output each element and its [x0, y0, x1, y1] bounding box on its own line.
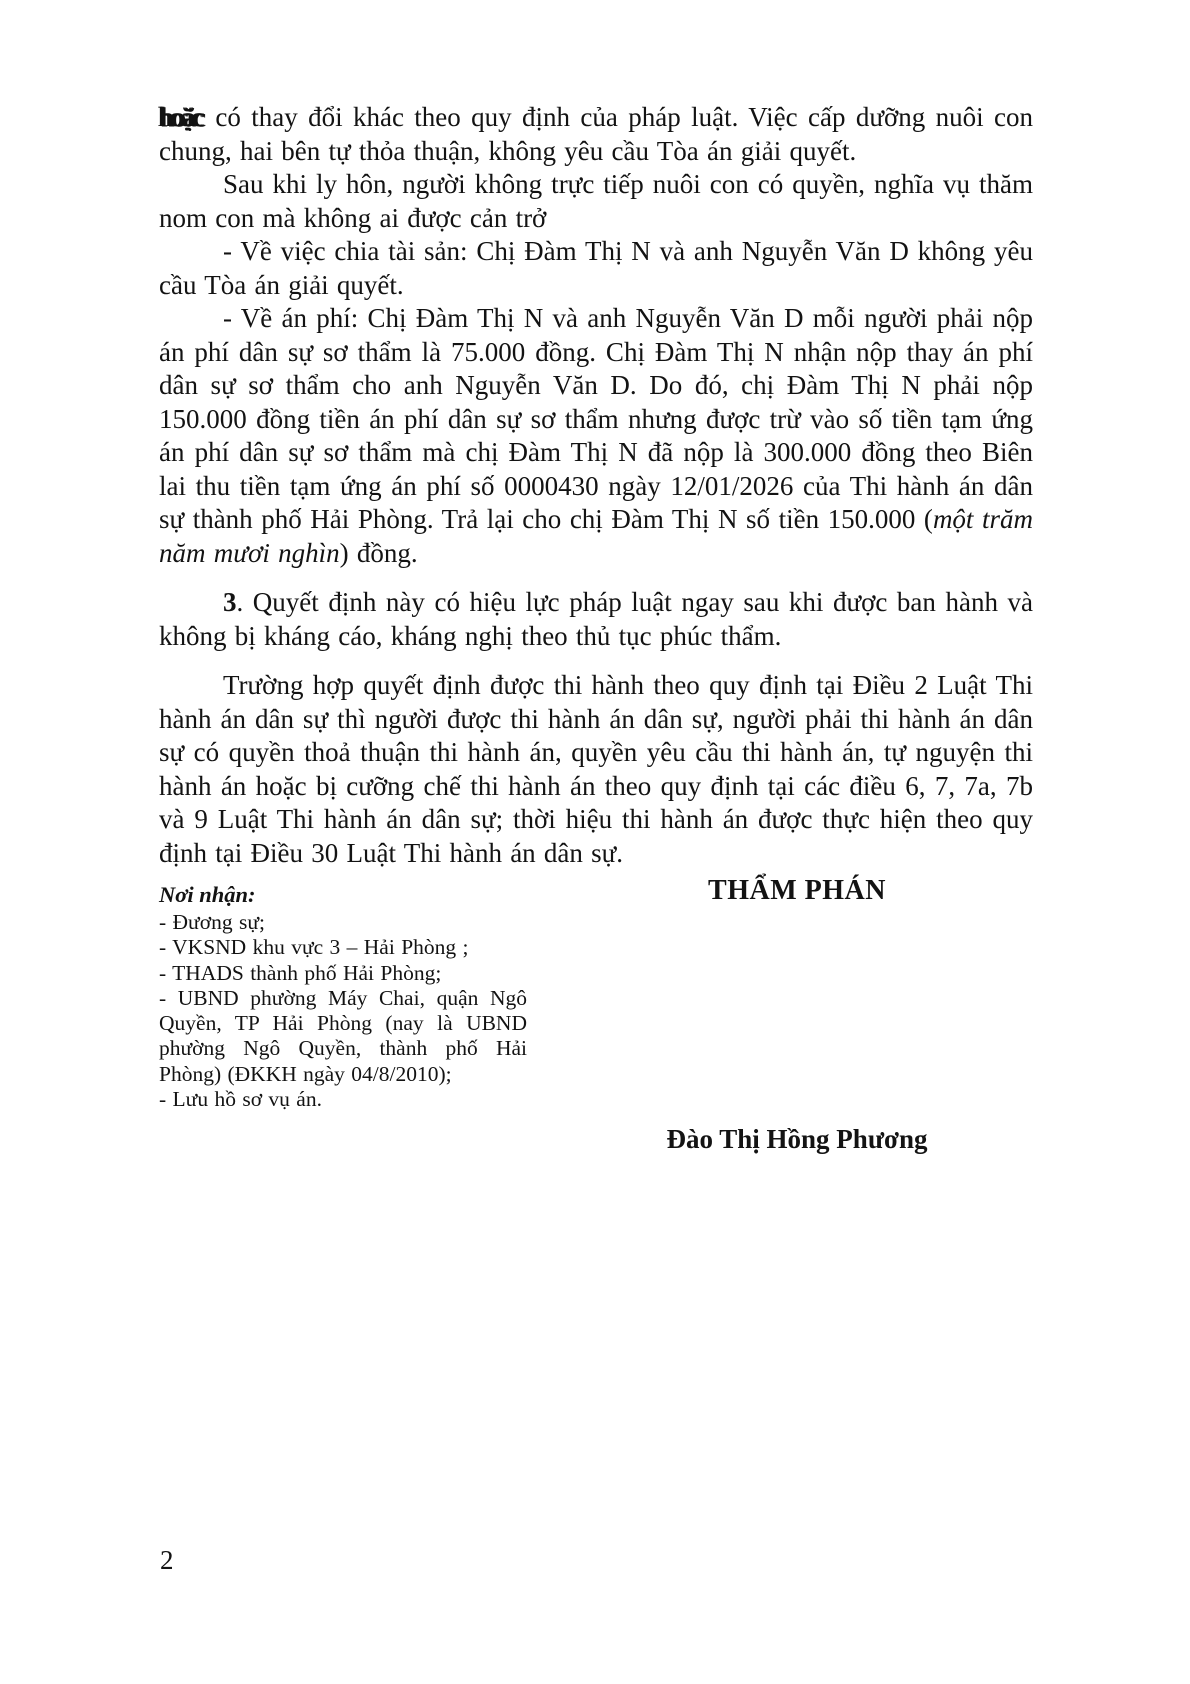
- recipient-item: - UBND phường Máy Chai, quận Ngô Quyền, TP Hải Phòng (nay là UBND phường Ngô Quyền, thành phố Hải Phòng) (ĐKKH ngày 04/8/2010);: [159, 985, 527, 1086]
- paragraph: [159, 235, 1033, 302]
- signature-block: [560, 874, 1034, 1156]
- recipients-block: [159, 880, 527, 1112]
- page-number: 2: [160, 1545, 174, 1575]
- recipients-title: Nơi nhận:: [159, 882, 256, 907]
- text-run: - Về việc chia tài sản: Chị Đàm Thị N và anh Nguyễn Văn D không yêu cầu Tòa án giải quyết.: [159, 236, 1033, 300]
- text-run: Trường hợp quyết định được thi hành theo quy định tại Điều 2 Luật Thi hành án dân sự thì người được thi hành án dân sự, người phải thi hành án dân sự có quyền thoả thuận thi hành án, quyền yêu cầu thi hành án, tự nguyện thi hành án hoặc bị cưỡng chế thi hành án theo quy định tại các điều 6, 7, 7a, 7b và 9 Luật Thi hành án dân sự; thời hiệu thi hành án được thực hiện theo quy định tại Điều 30 Luật Thi hành án dân sự.: [159, 670, 1033, 868]
- text-run: có thay đổi khác theo quy định của pháp luật. Việc cấp dưỡng nuôi con chung, hai bên tự thỏa thuận, không yêu cầu Tòa án giải quyết.: [159, 102, 1033, 166]
- text-run: - Về án phí: Chị Đàm Thị N và anh Nguyễn Văn D mỗi người phải nộp án phí dân sự sơ thẩm là 75.000 đồng. Chị Đàm Thị N nhận nộp thay án phí dân sự sơ thẩm cho anh Nguyễn Văn D. Do đó, chị Đàm Thị N phải nộp 150.000 đồng tiền án phí dân sự sơ thẩm nhưng được trừ vào số tiền tạm ứng án phí dân sự sơ thẩm mà chị Đàm Thị N đã nộp là 300.000 đồng theo Biên lai thu tiền tạm ứng án phí số 0000430 ngày 12/01/2026 của Thi hành án dân sự thành phố Hải Phòng. Trả lại cho chị Đàm Thị N số tiền 150.000 (: [159, 303, 1033, 534]
- paragraph: [159, 586, 1033, 653]
- signature-title: THẨM PHÁN: [708, 875, 886, 906]
- text-run-overlap: hoặc: [159, 102, 202, 132]
- text-run: . Quyết định này có hiệu lực pháp luật ngay sau khi được ban hành và không bị kháng cáo, kháng nghị theo thủ tục phúc thẩm.: [159, 587, 1033, 651]
- text-run: Sau khi ly hôn, người không trực tiếp nuôi con có quyền, nghĩa vụ thăm nom con mà không ai được cản trở: [159, 169, 1033, 233]
- recipient-item: - THADS thành phố Hải Phòng;: [159, 960, 442, 985]
- document-body: [159, 101, 1033, 870]
- recipient-item: - Lưu hồ sơ vụ án.: [159, 1087, 322, 1112]
- recipient-item: - VKSND khu vực 3 – Hải Phòng ;: [159, 935, 469, 960]
- paragraph: [159, 669, 1033, 870]
- text-run: ) đồng.: [339, 537, 418, 568]
- text-run-italic: một trăm năm mươi nghìn: [159, 504, 1034, 568]
- recipient-item: - Đương sự;: [159, 910, 265, 934]
- paragraph: [159, 101, 1033, 168]
- judge-name: Đào Thị Hồng Phương: [666, 1124, 928, 1154]
- paragraph: [159, 302, 1033, 570]
- recipients-list: [159, 910, 527, 1112]
- paragraph: [159, 168, 1033, 235]
- text-run-bold: 3: [223, 587, 237, 617]
